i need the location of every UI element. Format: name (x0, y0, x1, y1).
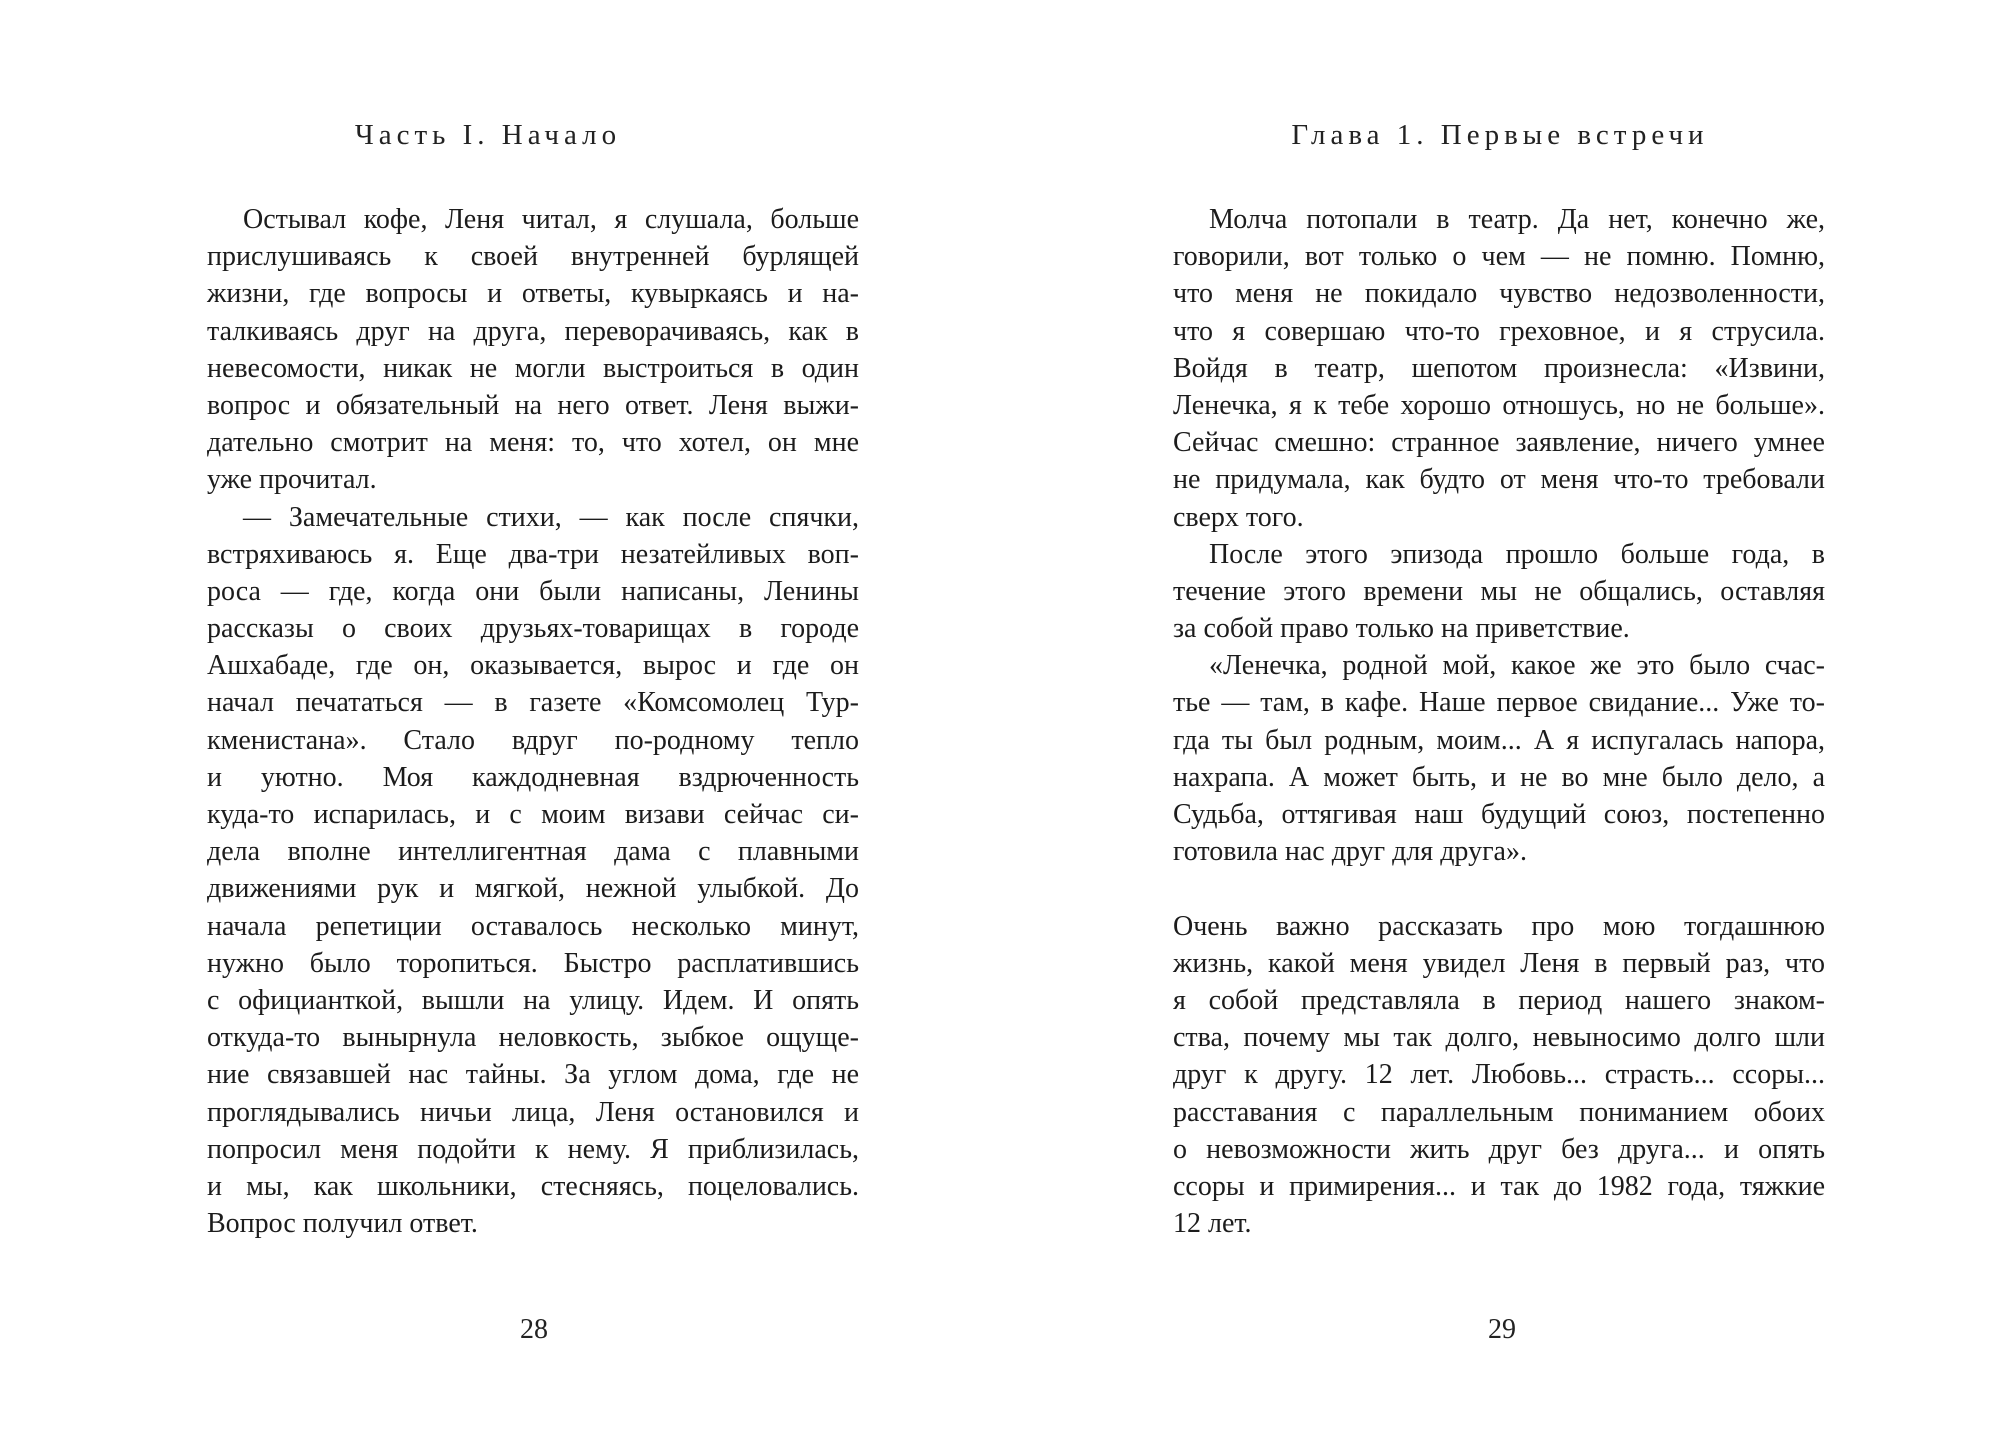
text-line: Вопрос получил ответ. (207, 1208, 478, 1240)
text-line: уже прочитал. (207, 464, 377, 496)
text-line: начала репетиции оставалось несколько минут, (207, 910, 859, 942)
text-line: откуда-то вынырнула неловкость, зыбкое ощуще- (207, 1022, 859, 1054)
text-line: талкиваясь друг на друга, переворачиваясь, как в (207, 315, 859, 347)
text-line: движениями рук и мягкой, нежной улыбкой. До (207, 873, 859, 905)
page-number-left: 28 (520, 1314, 548, 1345)
text-line: ние связавшей нас тайны. За углом дома, где не (207, 1059, 859, 1091)
text-line: попросил меня подойти к нему. Я приблизилась, (207, 1133, 859, 1165)
text-line: друг к другу. 12 лет. Любовь... страсть... ссоры... (1173, 1059, 1825, 1091)
text-line: жизни, где вопросы и ответы, кувыркаясь и на- (207, 278, 859, 310)
body-text-right (1173, 201, 1825, 1242)
text-line: невесомости, никак не могли выстроиться в один (207, 352, 859, 384)
text-line: Ленечка, я к тебе хорошо отношусь, но не больше». (1173, 389, 1825, 421)
text-line: дела вполне интеллигентная дама с плавными (207, 836, 859, 868)
text-line: роса — где, когда они были написаны, Ленины (207, 575, 859, 607)
running-head-left: Часть I. Начало (354, 119, 622, 151)
text-line: прислушиваясь к своей внутренней бурлящей (207, 241, 859, 273)
text-line: о невозможности жить друг без друга... и опять (1173, 1133, 1825, 1165)
text-line: вопрос и обязательный на него ответ. Леня выжи- (207, 389, 859, 421)
body-text-left (207, 201, 859, 1242)
text-line: рассказы о своих друзьях-товарищах в городе (207, 613, 859, 645)
text-line: нужно было торопиться. Быстро расплатившись (207, 947, 859, 979)
text-line: и мы, как школьники, стесняясь, поцеловались. (207, 1170, 859, 1202)
text-line: Остывал кофе, Леня читал, я слушала, больше (243, 204, 859, 235)
text-line: и уютно. Моя каждодневная вздрюченность (207, 761, 859, 793)
text-line: за собой право только на приветствие. (1173, 613, 1630, 645)
text-line: не придумала, как будто от меня что-то требовали (1173, 464, 1825, 496)
running-head-right: Глава 1. Первые встречи (1291, 119, 1709, 151)
text-line: ссоры и примирения... и так до 1982 года, тяжкие (1173, 1170, 1825, 1202)
text-line: гда ты был родным, моим... А я испугалась напора, (1173, 724, 1825, 756)
text-line: начал печататься — в газете «Комсомолец Тур- (207, 687, 859, 719)
text-line: Судьба, оттягивая наш будущий союз, постепенно (1173, 799, 1825, 830)
text-line: расставания с параллельным пониманием обоих (1173, 1096, 1825, 1128)
text-line: — Замечательные стихи, — как после спячки, (243, 501, 859, 533)
page-number-right: 29 (1488, 1314, 1516, 1345)
text-line: что меня не покидало чувство недозволенности, (1173, 278, 1825, 310)
text-line: ства, почему мы так долго, невыносимо долго шли (1173, 1022, 1825, 1054)
text-line: нахрапа. А может быть, и не во мне было дело, а (1173, 761, 1825, 793)
text-line: встряхиваюсь я. Еще два-три незатейливых воп- (207, 538, 859, 570)
text-line: проглядывались ничьи лица, Леня остановился и (207, 1096, 859, 1128)
text-line: дательно смотрит на меня: то, что хотел, он мне (207, 427, 859, 459)
text-line: течение этого времени мы не общались, оставляя (1173, 575, 1825, 607)
text-line: жизнь, какой меня увидел Леня в первый раз, что (1173, 947, 1825, 979)
text-line: Молча потопали в театр. Да нет, конечно же, (1209, 204, 1825, 235)
text-line: кменистана». Стало вдруг по-родному тепло (207, 724, 859, 756)
text-line: куда-то испарилась, и с моим визави сейчас си- (207, 799, 859, 830)
text-line: Войдя в театр, шепотом произнесла: «Извини, (1173, 352, 1825, 384)
text-line: я собой представляла в период нашего знаком- (1173, 984, 1825, 1016)
text-line: «Ленечка, родной мой, какое же это было счас- (1209, 650, 1825, 682)
text-line: Сейчас смешно: странное заявление, ничего умнее (1173, 427, 1825, 459)
text-line: что я совершаю что-то греховное, и я струсила. (1173, 315, 1825, 347)
text-line: Очень важно рассказать про мою тогдашнюю (1173, 910, 1825, 942)
text-line: Ашхабаде, где он, оказывается, вырос и где он (207, 650, 859, 682)
text-line: с официанткой, вышли на улицу. Идем. И опять (207, 984, 859, 1016)
section-break (1173, 870, 1825, 907)
text-line: говорили, вот только о чем — не помню. Помню, (1173, 241, 1825, 273)
text-line: готовила нас друг для друга». (1173, 836, 1527, 868)
text-line: После этого эпизода прошло больше года, в (1209, 538, 1825, 570)
text-line: сверх того. (1173, 501, 1304, 533)
right-page (1000, 0, 2000, 1456)
text-line: тье — там, в кафе. Наше первое свидание... Уже то- (1173, 687, 1825, 719)
text-line: 12 лет. (1173, 1208, 1252, 1240)
